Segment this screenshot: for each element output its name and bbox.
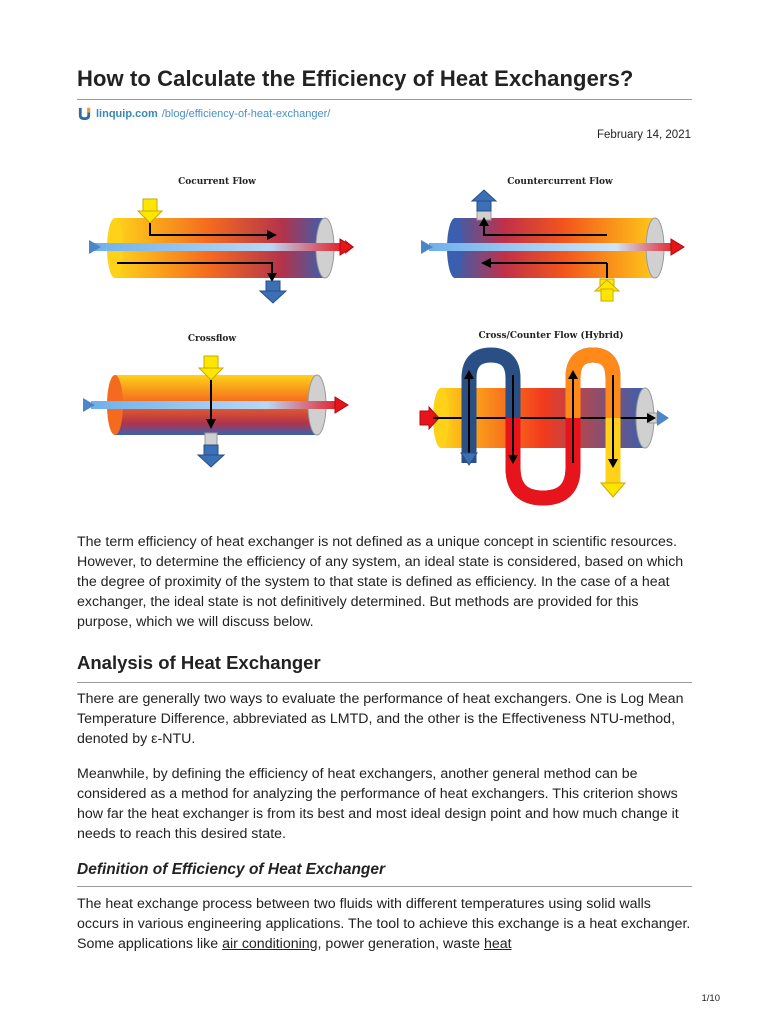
panel-label-crossflow: Crossflow bbox=[187, 334, 237, 344]
section-divider-definition bbox=[77, 886, 692, 887]
analysis-paragraph-1: There are generally two ways to evaluate the performance of heat exchangers. One is Log Mean Temperature Difference, abbreviated as LMTD, and the other is the Effectiveness NTU-method, denoted by ε-NTU. bbox=[77, 691, 684, 747]
section-divider-analysis bbox=[77, 682, 692, 683]
source-domain[interactable]: linquip.com bbox=[96, 107, 158, 120]
panel-label-cocurrent: Cocurrent Flow bbox=[178, 177, 256, 187]
definition-text-start: The heat exchange process between two fluids with different temperatures using solid walls occurs in various engineering applications. The tool to achieve this exchange is a heat exchanger. Some applications like bbox=[77, 896, 691, 952]
definition-paragraph bbox=[77, 894, 692, 954]
page-number: 1/10 bbox=[701, 993, 720, 1004]
section-heading-definition: Definition of Efficiency of Heat Exchanger bbox=[77, 861, 386, 878]
countercurrent-exchanger bbox=[421, 190, 684, 301]
analysis-paragraph-2: Meanwhile, by defining the efficiency of heat exchangers, another general method can be considered as a method for analyzing the performance of heat exchangers. This criterion shows how far the heat exchanger is from its best and most ideal design point and how much change it needs to reach this desired state. bbox=[77, 766, 679, 842]
cocurrent-exchanger bbox=[89, 199, 354, 303]
link-heat[interactable]: heat bbox=[483, 936, 512, 952]
source-path[interactable]: /blog/efficiency-of-heat-exchanger/ bbox=[161, 107, 331, 120]
panel-label-hybrid: Cross/Counter Flow (Hybrid) bbox=[478, 331, 624, 341]
section-heading-analysis: Analysis of Heat Exchanger bbox=[77, 652, 321, 673]
heat-exchanger-figure bbox=[77, 163, 692, 508]
hybrid-exchanger bbox=[420, 355, 669, 498]
definition-text-mid: , power generation, waste bbox=[317, 936, 484, 952]
crossflow-exchanger bbox=[83, 356, 348, 467]
publish-date: February 14, 2021 bbox=[597, 129, 691, 141]
panel-label-countercurrent: Countercurrent Flow bbox=[507, 177, 613, 187]
source-url[interactable] bbox=[77, 106, 330, 121]
link-air-conditioning[interactable]: air conditioning bbox=[222, 936, 318, 952]
title-divider bbox=[77, 99, 692, 100]
page-title: How to Calculate the Efficiency of Heat Exchangers? bbox=[77, 66, 634, 91]
intro-paragraph: The term efficiency of heat exchanger is not defined as a unique concept in scientific resources. However, to determine the efficiency of any system, an ideal state is considered, based on which the degree of proximity of the system to that state is defined as efficiency. In the case of a heat exchanger, the ideal state is not definitively determined. But methods are provided for this purpose, which we will discuss below. bbox=[77, 534, 684, 630]
linquip-logo-icon bbox=[77, 106, 92, 121]
